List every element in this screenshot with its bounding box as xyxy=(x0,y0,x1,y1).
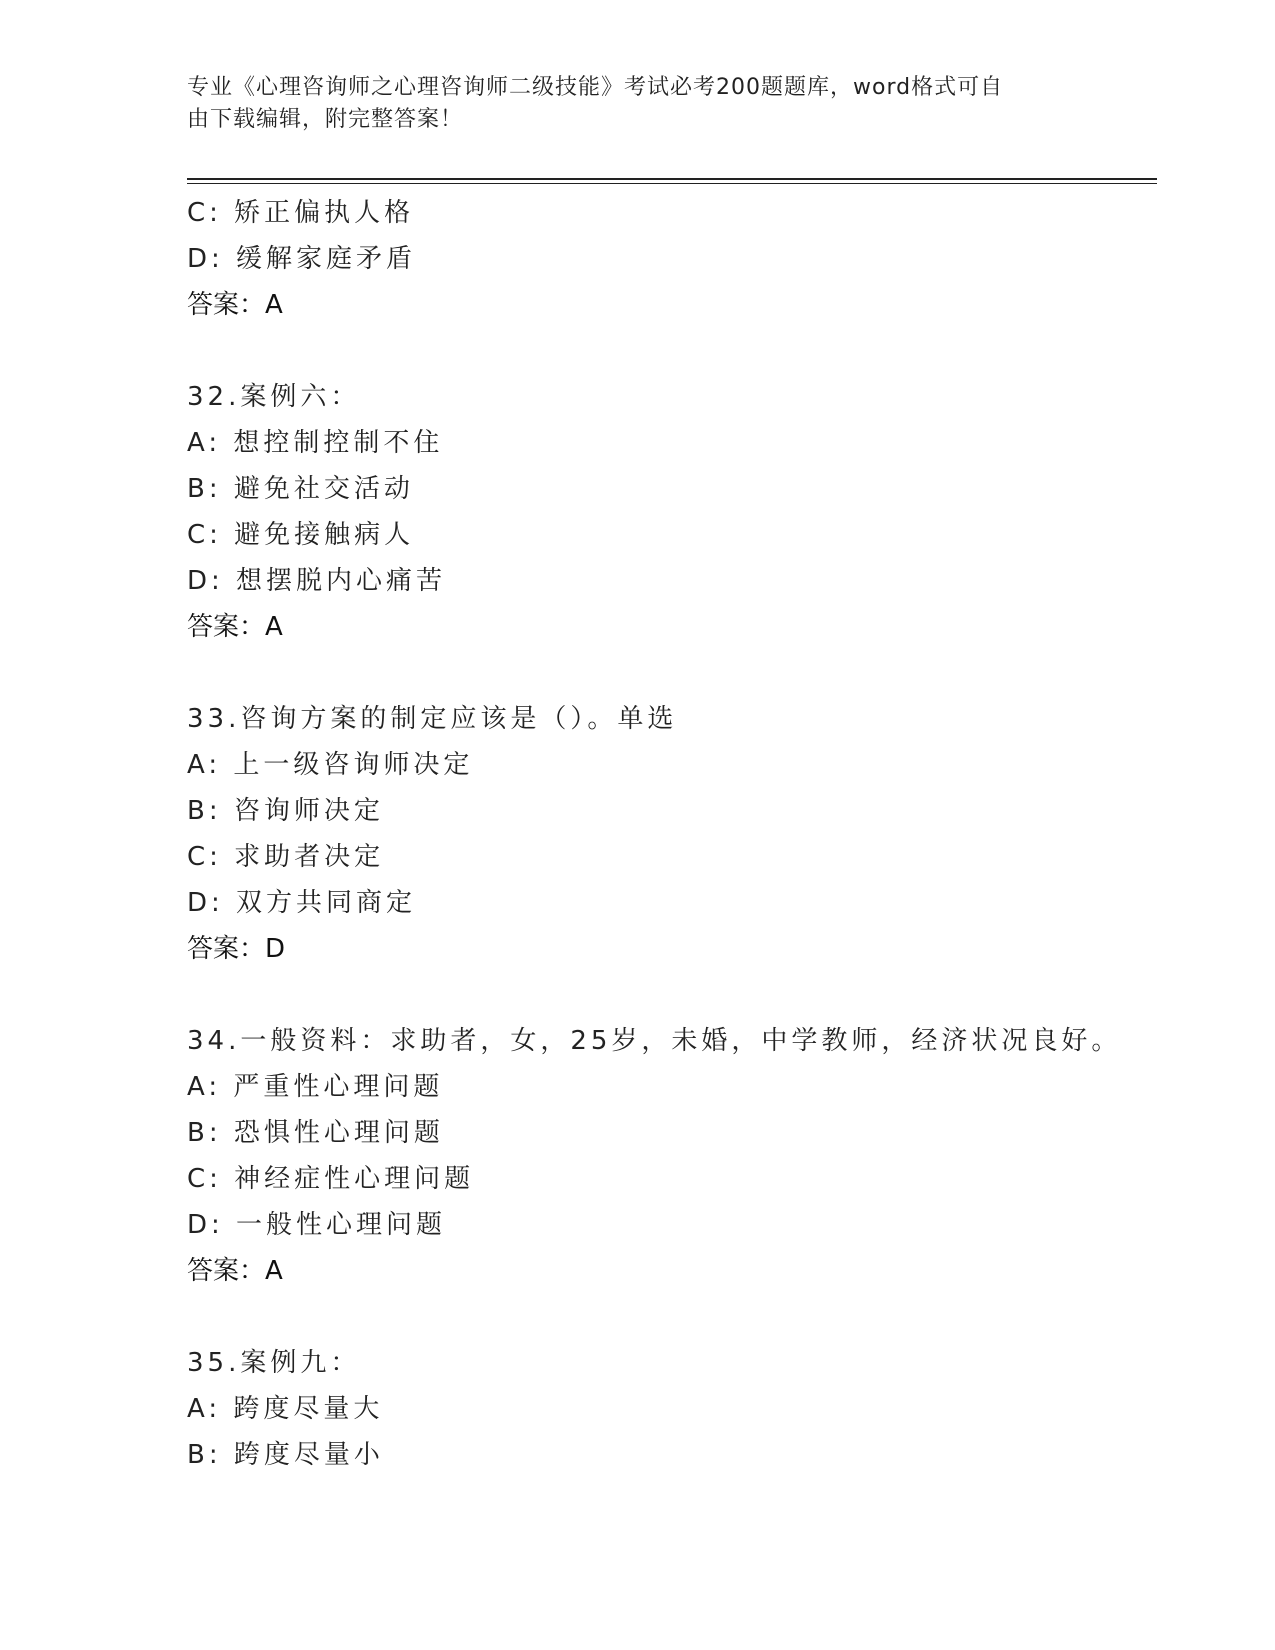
question-34 xyxy=(187,1018,1147,1294)
option-c: C: 避免接触病人 xyxy=(187,520,415,550)
option-b: B: 咨询师决定 xyxy=(187,796,384,826)
question-33 xyxy=(187,696,1147,972)
spacer xyxy=(187,328,1147,374)
header-line-2: 由下载编辑，附完整答案！ xyxy=(187,107,464,132)
option-a: A: 上一级咨询师决定 xyxy=(187,750,474,780)
option-d: D: 想摆脱内心痛苦 xyxy=(187,566,447,596)
option-d: D: 一般性心理问题 xyxy=(187,1210,447,1240)
question-stem: 34.一般资料：求助者，女，25岁，未婚，中学教师，经济状况良好。 xyxy=(187,1026,1122,1056)
question-32 xyxy=(187,374,1147,650)
answer-line: 答案：A xyxy=(187,612,283,642)
question-stem: 35.案例九： xyxy=(187,1348,361,1378)
question-35 xyxy=(187,1340,1147,1478)
option-c: C: 神经症性心理问题 xyxy=(187,1164,475,1194)
answer-line: 答案：A xyxy=(187,290,283,320)
option-b: B: 跨度尽量小 xyxy=(187,1440,384,1470)
header-divider-thin xyxy=(187,183,1157,184)
question-stem: 33.咨询方案的制定应该是（）。单选 xyxy=(187,704,678,734)
spacer xyxy=(187,1294,1147,1340)
question-list xyxy=(187,190,1147,1478)
option-a: A: 跨度尽量大 xyxy=(187,1394,384,1424)
spacer xyxy=(187,650,1147,696)
option-c: C: 求助者决定 xyxy=(187,842,385,872)
option-d: D: 缓解家庭矛盾 xyxy=(187,244,417,274)
answer-line: 答案：D xyxy=(187,934,286,964)
option-b: B: 避免社交活动 xyxy=(187,474,414,504)
document-header xyxy=(187,72,1067,136)
question-31-continued xyxy=(187,190,1147,328)
header-line-1: 专业《心理咨询师之心理咨询师二级技能》考试必考200题题库，word格式可自 xyxy=(187,75,1004,100)
spacer xyxy=(187,972,1147,1018)
option-c: C: 矫正偏执人格 xyxy=(187,198,415,228)
option-d: D: 双方共同商定 xyxy=(187,888,417,918)
option-a: A: 严重性心理问题 xyxy=(187,1072,444,1102)
option-b: B: 恐惧性心理问题 xyxy=(187,1118,444,1148)
question-stem: 32.案例六： xyxy=(187,382,361,412)
header-divider-thick xyxy=(187,178,1157,180)
option-a: A: 想控制控制不住 xyxy=(187,428,444,458)
answer-line: 答案：A xyxy=(187,1256,283,1286)
